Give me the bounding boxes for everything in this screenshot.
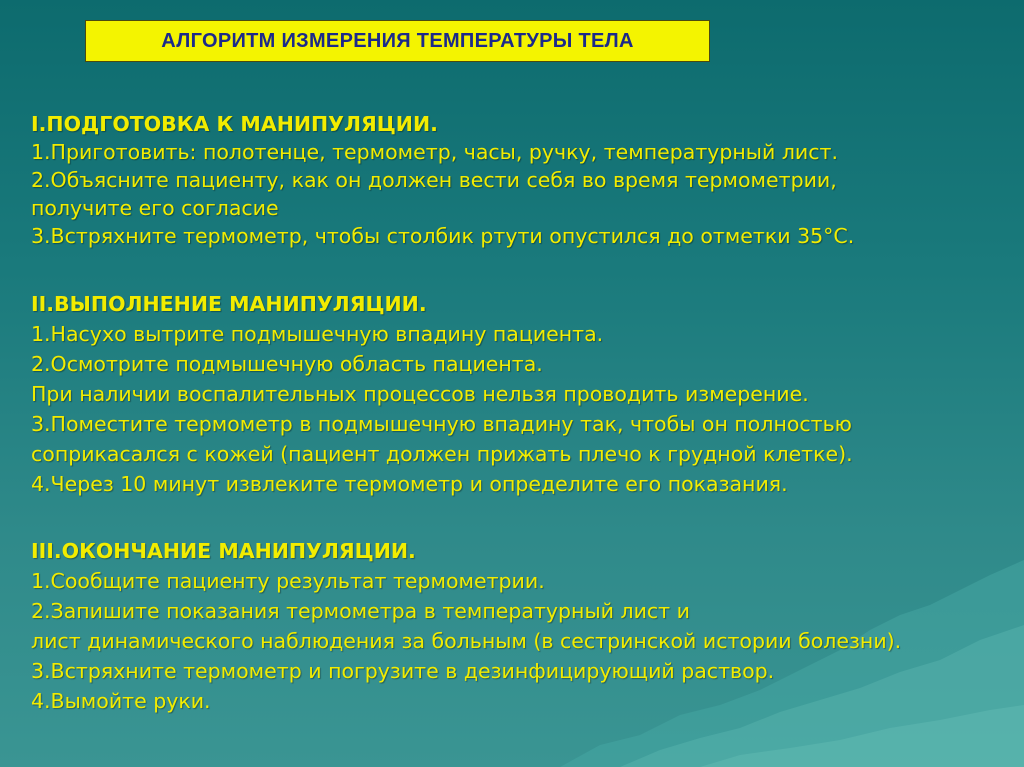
section-heading-completion: III.ОКОНЧАНИЕ МАНИПУЛЯЦИИ.	[31, 539, 416, 563]
list-item: получите его согласие	[31, 196, 279, 220]
list-item: 2.Запишите показания термометра в температурный лист и	[31, 599, 690, 623]
list-item: лист динамического наблюдения за больным (в сестринской истории болезни).	[31, 629, 902, 653]
list-item: 1.Насухо вытрите подмышечную впадину пациента.	[31, 322, 604, 346]
section-heading-execution: II.ВЫПОЛНЕНИЕ МАНИПУЛЯЦИИ.	[31, 292, 427, 316]
slide-title-box	[85, 20, 710, 62]
list-item: 3.Встряхните термометр и погрузите в дезинфицирующий раствор.	[31, 659, 775, 683]
list-item: 3.Поместите термометр в подмышечную впадину так, чтобы он полностью	[31, 412, 852, 436]
list-item: 4.Вымойте руки.	[31, 689, 211, 713]
section-heading-preparation: I.ПОДГОТОВКА К МАНИПУЛЯЦИИ.	[31, 112, 438, 136]
list-item: 1.Сообщите пациенту результат термометрии.	[31, 569, 545, 593]
list-item: 4.Через 10 минут извлеките термометр и определите его показания.	[31, 472, 788, 496]
list-item: При наличии воспалительных процессов нельзя проводить измерение.	[31, 382, 809, 406]
list-item: 2.Осмотрите подмышечную область пациента.	[31, 352, 543, 376]
list-item: 1.Приготовить: полотенце, термометр, часы, ручку, температурный лист.	[31, 140, 838, 164]
list-item: соприкасался с кожей (пациент должен прижать плечо к грудной клетке).	[31, 442, 853, 466]
list-item: 2.Объясните пациенту, как он должен вести себя во время термометрии,	[31, 168, 837, 192]
slide-title: АЛГОРИТМ ИЗМЕРЕНИЯ ТЕМПЕРАТУРЫ ТЕЛА	[161, 29, 634, 52]
list-item: 3.Встряхните термометр, чтобы столбик ртути опустился до отметки 35°С.	[31, 224, 855, 248]
